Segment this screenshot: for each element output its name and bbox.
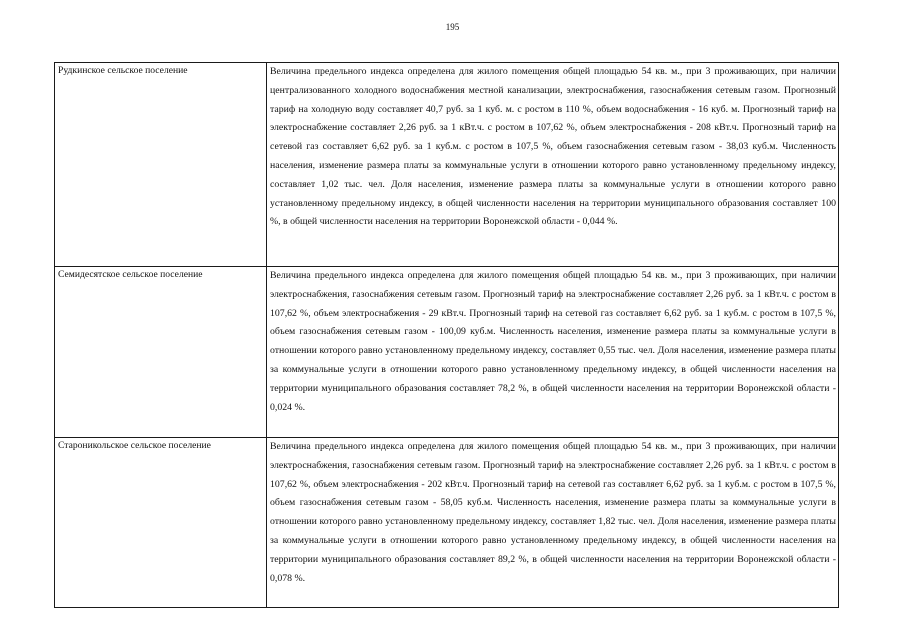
index-description-cell [267, 63, 839, 267]
index-description: Величина предельного индекса определена для жилого помещения общей площадью 54 кв. м., при 3 проживающих, при наличии централизованного холодного водоснабжения местной канализации, электроснабжения, газоснабжения сетевым газом. Прогнозный тариф на холодную воду составляет 40,7 руб. за 1 куб. м. с ростом в 110 %, объем водоснабжения - 16 куб. м. Прогнозный тариф на электроснабжение составляет 2,26 руб. за 1 кВт.ч. с ростом в 107,62 %, объем электроснабжения - 208 кВт.ч. Прогнозный тариф на сетевой газ составляет 6,62 руб. за 1 куб.м. с ростом в 107,5 %, объем газоснабжения сетевым газом - 38,03 куб.м. Численность населения, изменение размера платы за коммунальные услуги в отношении которого равно установленному предельному индексу, составляет 1,02 тыс. чел. Доля населения, изменение размера платы за коммунальные услуги в отношении которого равно установленному предельному индексу, в общей численности населения на территории муниципального образования составляет 100 %, в общей численности населения на территории Воронежской области - 0,044 %. [270, 66, 836, 228]
settlement-name-cell [55, 267, 267, 438]
settlement-name-cell [55, 438, 267, 608]
settlement-name: Рудкинское сельское поселение [58, 65, 188, 76]
settlement-name: Семидесятское сельское поселение [58, 269, 203, 280]
index-description-cell [267, 267, 839, 438]
index-description: Величина предельного индекса определена для жилого помещения общей площадью 54 кв. м., при 3 проживающих, при наличии электроснабжения, газоснабжения сетевым газом. Прогнозный тариф на электроснабжение составляет 2,26 руб. за 1 кВт.ч. с ростом в 107,62 %, объем электроснабжения - 202 кВт.ч. Прогнозный тариф на сетевой газ составляет 6,62 руб. за 1 куб.м. с ростом в 107,5 %, объем газоснабжения сетевым газом - 58,05 куб.м. Численность населения, изменение размера платы за коммунальные услуги в отношении которого равно установленному предельному индексу, составляет 1,82 тыс. чел. Доля населения, изменение размера платы за коммунальные услуги в отношении которого равно установленному предельному индексу, в общей численности населения на территории муниципального образования составляет 89,2 %, в общей численности населения на территории Воронежской области - 0,078 %. [270, 441, 836, 584]
settlement-name-cell [55, 63, 267, 267]
table-row [55, 267, 839, 438]
page-number: 195 [445, 22, 460, 32]
settlements-table [54, 62, 839, 608]
table-row [55, 63, 839, 267]
settlement-name: Староникольское сельское поселение [58, 440, 211, 451]
index-description: Величина предельного индекса определена для жилого помещения общей площадью 54 кв. м., при 3 проживающих, при наличии электроснабжения, газоснабжения сетевым газом. Прогнозный тариф на электроснабжение составляет 2,26 руб. за 1 кВт.ч. с ростом в 107,62 %, объем электроснабжения - 29 кВт.ч. Прогнозный тариф на сетевой газ составляет 6,62 руб. за 1 куб.м. с ростом в 107,5 %, объем газоснабжения сетевым газом - 100,09 куб.м. Численность населения, изменение размера платы за коммунальные услуги в отношении которого равно установленному предельному индексу, составляет 0,55 тыс. чел. Доля населения, изменение размера платы за коммунальные услуги в отношении которого равно установленному предельному индексу, в общей численности населения на территории муниципального образования составляет 78,2 %, в общей численности населения на территории Воронежской области - 0,024 %. [270, 270, 836, 413]
index-description-cell [267, 438, 839, 608]
table-row [55, 438, 839, 608]
